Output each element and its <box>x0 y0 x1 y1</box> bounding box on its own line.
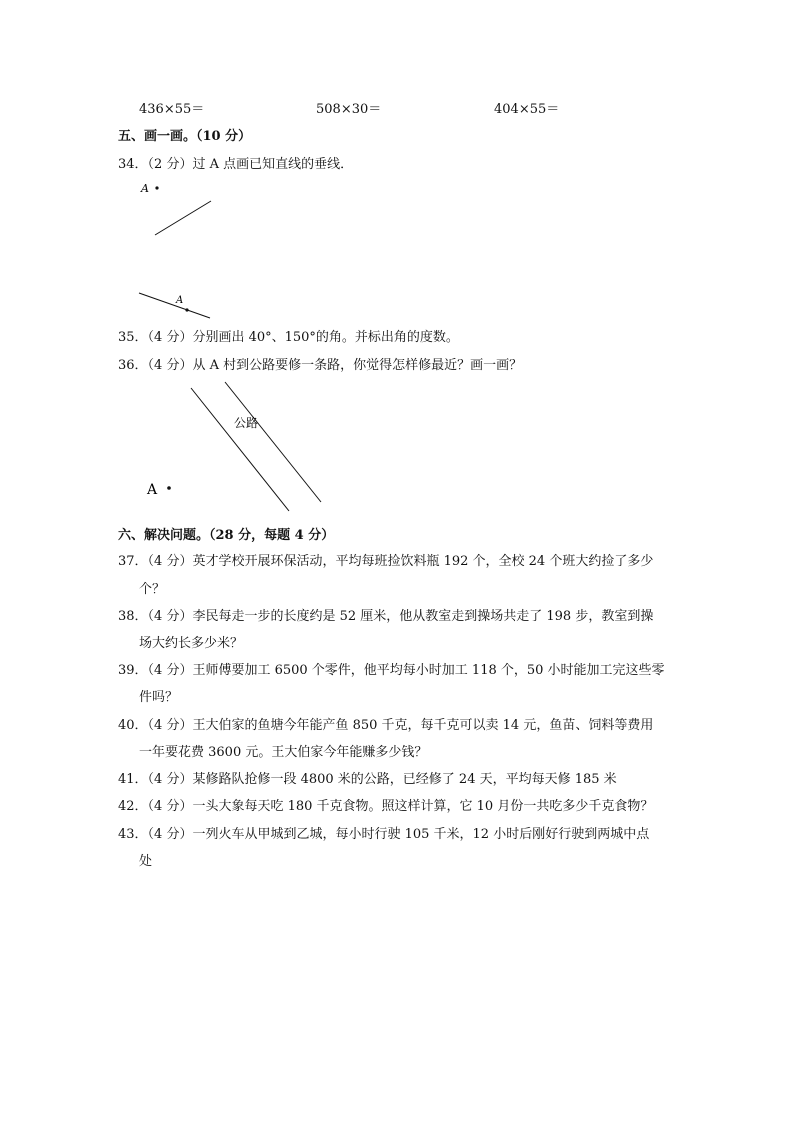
question-41: 41．（4 分）某修路队抢修一段 4800 米的公路，已经修了 24 天，平均每天修 185 米 <box>118 772 617 787</box>
road-edge-right <box>225 382 321 502</box>
question-38: 38．（4 分）李民每走一步的长度约是 52 厘米，他从教室走到操场共走了 198 步，教室到操 <box>118 609 654 624</box>
q36-road-figure <box>140 380 330 515</box>
road-edge-left <box>191 388 289 511</box>
question-34: 34．（2 分）过 A 点画已知直线的垂线． <box>118 157 354 172</box>
calc-item: 508×30＝ <box>316 102 382 117</box>
question-37-cont: 个？ <box>139 582 166 597</box>
given-line <box>155 201 211 235</box>
road-label: 公路 <box>234 416 259 430</box>
point-a <box>155 186 158 189</box>
point-a <box>185 308 188 311</box>
question-39-cont: 件吗？ <box>139 690 179 705</box>
question-39: 39．（4 分）王师傅要加工 6500 个零件，他平均每小时加工 118 个，50 小时能加工完这些零 <box>118 663 665 678</box>
question-36: 36．（4 分）从 A 村到公路要修一条路，你觉得怎样修最近？画一画？ <box>118 358 523 373</box>
calc-item: 436×55＝ <box>139 102 205 117</box>
village-a-label: A <box>147 482 158 498</box>
question-43-cont: 处 <box>139 854 153 869</box>
q34-figure-1 <box>138 178 218 240</box>
question-35: 35．（4 分）分别画出 40°、150°的角。并标出角的度数。 <box>118 330 459 345</box>
question-38-cont: 场大约长多少米？ <box>139 636 244 651</box>
calculation-row <box>139 98 699 118</box>
question-40: 40．（4 分）王大伯家的鱼塘今年能产鱼 850 千克，每千克可以卖 14 元，鱼苗、饲料等费用 <box>118 718 654 733</box>
point-a-label: A <box>141 182 149 195</box>
point-a-label: A <box>176 295 184 306</box>
q34-figure-2 <box>136 288 216 324</box>
given-line <box>139 293 210 318</box>
section-5-heading: 五、画一画。（10 分） <box>118 129 252 144</box>
question-40-cont: 一年要花费 3600 元。王大伯家今年能赚多少钱？ <box>139 745 428 760</box>
question-43: 43．（4 分）一列火车从甲城到乙城，每小时行驶 105 千米，12 小时后刚好行驶到两城中点 <box>118 827 650 842</box>
section-6-heading: 六、解决问题。（28 分，每题 4 分） <box>118 528 335 543</box>
calc-item: 404×55＝ <box>494 102 560 117</box>
village-a-point <box>167 486 171 490</box>
question-42: 42．（4 分）一头大象每天吃 180 千克食物。照这样计算，它 10 月份一共吃多少千克食物？ <box>118 799 654 814</box>
question-37: 37．（4 分）英才学校开展环保活动，平均每班捡饮料瓶 192 个，全校 24 个班大约捡了多少 <box>118 554 654 569</box>
